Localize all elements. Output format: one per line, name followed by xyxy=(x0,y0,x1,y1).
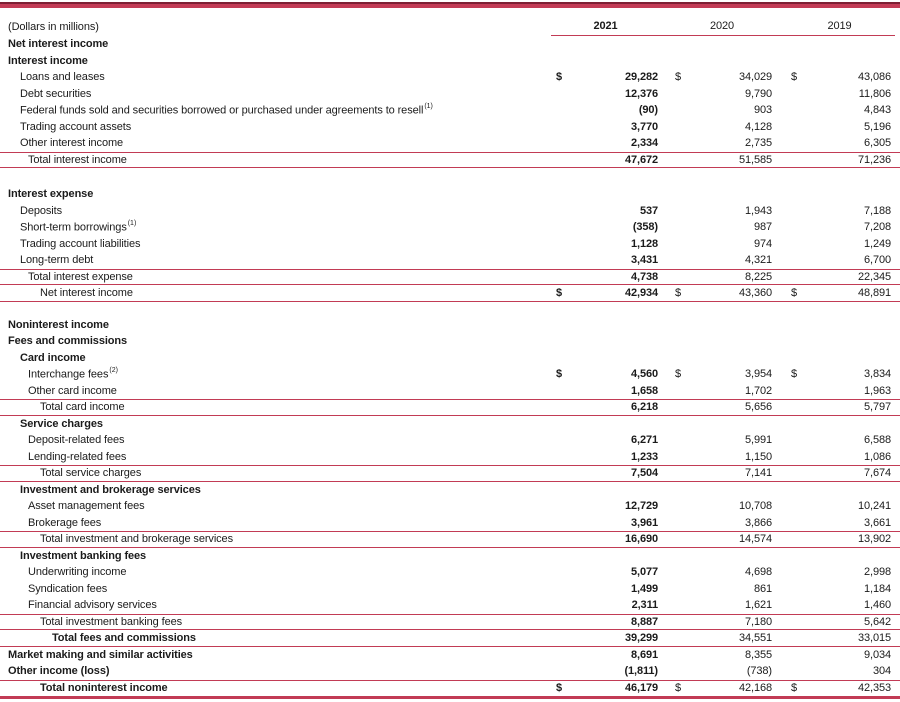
dollar-sign-2021: $ xyxy=(556,286,563,299)
row-label: Trading account assets xyxy=(20,120,132,133)
value-2019: 6,700 xyxy=(863,254,891,267)
value-2019: 7,208 xyxy=(863,221,891,234)
value-2019: 11,806 xyxy=(858,87,891,100)
value-2020: 4,321 xyxy=(744,254,772,267)
value-2021: 46,179 xyxy=(624,682,658,695)
value-2021: 537 xyxy=(639,204,658,217)
dollar-sign-2019: $ xyxy=(791,368,798,381)
row-label: Asset management fees xyxy=(28,500,145,513)
table-header xyxy=(0,8,900,36)
value-2021: 6,218 xyxy=(630,401,658,414)
row-label: Net interest income xyxy=(8,38,109,51)
table-row xyxy=(0,317,900,334)
table-row xyxy=(0,152,900,169)
value-2020: 3,866 xyxy=(744,516,772,529)
table-row xyxy=(0,482,900,499)
row-label: Interest income xyxy=(8,54,88,67)
value-2021: 2,334 xyxy=(630,137,658,150)
table-row xyxy=(0,383,900,400)
value-2021: (90) xyxy=(638,104,658,117)
value-2021: 1,658 xyxy=(630,384,658,397)
table-row xyxy=(0,203,900,220)
value-2019: 1,963 xyxy=(863,384,891,397)
value-2019: 304 xyxy=(872,665,891,678)
value-2019: 1,460 xyxy=(863,599,891,612)
value-2021: (1,811) xyxy=(624,665,658,678)
value-2019: 4,843 xyxy=(863,104,891,117)
income-statement-table xyxy=(0,2,900,699)
value-2020: 43,360 xyxy=(738,286,772,299)
table-row xyxy=(0,36,900,53)
value-2021: 4,738 xyxy=(630,270,658,283)
value-2020: 3,954 xyxy=(744,368,772,381)
table-row xyxy=(0,630,900,647)
row-label: Investment and brokerage services xyxy=(20,483,201,496)
value-2021: 3,770 xyxy=(630,120,658,133)
value-2021: 47,672 xyxy=(624,153,658,166)
table-row xyxy=(0,432,900,449)
value-2021: 4,560 xyxy=(630,368,658,381)
table-row xyxy=(0,564,900,581)
row-label: Other income (loss) xyxy=(8,665,110,678)
value-2020: 9,790 xyxy=(744,87,772,100)
row-label: Investment banking fees xyxy=(20,549,147,562)
value-2020: 34,029 xyxy=(738,71,772,84)
table-row xyxy=(0,614,900,631)
row-label: Total service charges xyxy=(40,467,142,480)
row-label: Net interest income xyxy=(40,286,133,299)
value-2021: (358) xyxy=(632,221,658,234)
row-label: Total interest income xyxy=(28,153,127,166)
value-2019: 7,188 xyxy=(863,204,891,217)
value-2020: 974 xyxy=(753,237,772,250)
dollar-sign-2021: $ xyxy=(556,71,563,84)
footnote-marker: (2) xyxy=(109,366,118,374)
table-row xyxy=(0,350,900,367)
table-row xyxy=(0,663,900,680)
value-2020: 4,128 xyxy=(744,120,772,133)
value-2020: 2,735 xyxy=(744,137,772,150)
value-2020: 14,574 xyxy=(738,533,772,546)
value-2020: 8,355 xyxy=(744,648,772,661)
row-label: Fees and commissions xyxy=(8,335,128,348)
dollar-sign-2020: $ xyxy=(675,71,682,84)
dollar-sign-2020: $ xyxy=(675,682,682,695)
value-2019: 13,902 xyxy=(857,533,891,546)
table-body xyxy=(0,36,900,696)
value-2020: 7,141 xyxy=(744,467,772,480)
dollar-sign-2021: $ xyxy=(556,682,563,695)
value-2020: 861 xyxy=(753,582,772,595)
row-label: Short-term borrowings$^{(1)}$ xyxy=(20,219,137,234)
row-label: Other card income xyxy=(28,384,117,397)
value-2020: (738) xyxy=(746,665,772,678)
value-2020: 1,702 xyxy=(744,384,772,397)
row-label: Total investment banking fees xyxy=(40,615,183,628)
row-label: Total investment and brokerage services xyxy=(40,533,233,546)
value-2020: 51,585 xyxy=(738,153,772,166)
value-2021: 7,504 xyxy=(630,467,658,480)
value-2020: 903 xyxy=(753,104,772,117)
row-label: Total fees and commissions xyxy=(52,631,196,644)
table-row xyxy=(0,548,900,565)
value-2021: 39,299 xyxy=(624,631,658,644)
row-label: Deposit-related fees xyxy=(28,434,125,447)
row-label: Trading account liabilities xyxy=(20,237,141,250)
value-2021: 3,961 xyxy=(630,516,658,529)
value-2021: 5,077 xyxy=(630,566,658,579)
table-row xyxy=(0,647,900,664)
row-label: Service charges xyxy=(20,417,103,430)
value-2019: 5,642 xyxy=(863,615,891,628)
value-2020: 4,698 xyxy=(744,566,772,579)
value-2021: 1,233 xyxy=(630,450,658,463)
dollar-sign-2020: $ xyxy=(675,368,682,381)
table-row xyxy=(0,69,900,86)
row-label: Loans and leases xyxy=(20,71,105,84)
table-row xyxy=(0,366,900,383)
table-row xyxy=(0,581,900,598)
row-label: Card income xyxy=(20,351,86,364)
row-label: Federal funds sold and securities borrowed or purchased under agreements to resell$^{(1)}$ xyxy=(20,102,433,117)
table-row xyxy=(0,86,900,103)
value-2019: 42,353 xyxy=(857,682,891,695)
section-spacer xyxy=(0,168,900,186)
value-2019: 48,891 xyxy=(857,286,891,299)
row-label: Interest expense xyxy=(8,188,94,201)
value-2021: 2,311 xyxy=(631,599,658,612)
table-row xyxy=(0,449,900,466)
table-row xyxy=(0,531,900,548)
value-2019: 6,305 xyxy=(863,137,891,150)
table-row xyxy=(0,498,900,515)
table-row xyxy=(0,102,900,119)
value-2020: 34,551 xyxy=(738,631,772,644)
table-row xyxy=(0,680,900,697)
table-row xyxy=(0,597,900,614)
column-header-2020: 2020 xyxy=(709,20,735,32)
value-2021: 16,690 xyxy=(624,533,658,546)
value-2019: 9,034 xyxy=(863,648,891,661)
table-row xyxy=(0,285,900,302)
dollar-sign-2021: $ xyxy=(556,368,563,381)
table-row xyxy=(0,416,900,433)
value-2019: 33,015 xyxy=(857,631,891,644)
table-row xyxy=(0,515,900,532)
value-2019: 3,661 xyxy=(863,516,891,529)
value-2021: 1,499 xyxy=(630,582,658,595)
row-label: Deposits xyxy=(20,204,62,217)
row-label: Lending-related fees xyxy=(28,450,127,463)
value-2020: 7,180 xyxy=(744,615,772,628)
row-label: Debt securities xyxy=(20,87,92,100)
table-row xyxy=(0,465,900,482)
table-row xyxy=(0,252,900,269)
row-label: Total interest expense xyxy=(28,270,133,283)
value-2019: 7,674 xyxy=(863,467,891,480)
row-label: Market making and similar activities xyxy=(8,648,193,661)
units-label: (Dollars in millions) xyxy=(8,21,99,33)
table-row xyxy=(0,135,900,152)
dollar-sign-2019: $ xyxy=(791,286,798,299)
table-row xyxy=(0,119,900,136)
value-2020: 5,656 xyxy=(744,401,772,414)
dollar-sign-2019: $ xyxy=(791,682,798,695)
value-2020: 42,168 xyxy=(738,682,772,695)
footnote-marker: (1) xyxy=(424,102,433,110)
value-2021: 29,282 xyxy=(624,71,658,84)
table-row xyxy=(0,53,900,70)
value-2019: 5,196 xyxy=(863,120,891,133)
row-label: Other interest income xyxy=(20,137,124,150)
value-2019: 1,086 xyxy=(863,450,891,463)
row-label: Brokerage fees xyxy=(28,516,102,529)
value-2021: 1,128 xyxy=(630,237,658,250)
table-bottom-rule xyxy=(0,696,900,699)
value-2021: 6,271 xyxy=(630,434,658,447)
value-2019: 1,184 xyxy=(863,582,891,595)
value-2019: 71,236 xyxy=(857,153,891,166)
value-2019: 1,249 xyxy=(863,237,891,250)
value-2019: 43,086 xyxy=(857,71,891,84)
table-row xyxy=(0,186,900,203)
value-2020: 1,943 xyxy=(744,204,772,217)
table-row xyxy=(0,269,900,286)
column-header-2021: 2021 xyxy=(593,20,618,32)
dollar-sign-2019: $ xyxy=(791,71,798,84)
footnote-marker: (1) xyxy=(127,219,137,227)
value-2020: 10,708 xyxy=(738,500,772,513)
value-2019: 5,797 xyxy=(863,401,891,414)
value-2020: 5,991 xyxy=(744,434,772,447)
value-2021: 42,934 xyxy=(624,286,658,299)
value-2020: 1,150 xyxy=(744,450,772,463)
table-row xyxy=(0,333,900,350)
row-label: Interchange fees$^{(2)}$ xyxy=(28,366,118,381)
row-label: Financial advisory services xyxy=(28,599,157,612)
value-2019: 2,998 xyxy=(863,566,891,579)
table-row xyxy=(0,219,900,236)
value-2021: 12,729 xyxy=(624,500,658,513)
row-label: Total noninterest income xyxy=(40,682,168,695)
table-row xyxy=(0,399,900,416)
value-2021: 12,376 xyxy=(624,87,658,100)
row-label: Noninterest income xyxy=(8,318,109,331)
row-label: Long-term debt xyxy=(20,254,94,267)
value-2021: 8,887 xyxy=(630,615,658,628)
section-spacer xyxy=(0,302,900,317)
column-header-2019: 2019 xyxy=(827,20,852,32)
value-2021: 8,691 xyxy=(630,648,658,661)
value-2020: 1,621 xyxy=(744,599,772,612)
row-label: Total card income xyxy=(40,401,125,414)
row-label: Underwriting income xyxy=(28,566,127,579)
value-2019: 10,241 xyxy=(857,500,891,513)
value-2021: 3,431 xyxy=(630,254,658,267)
value-2019: 3,834 xyxy=(863,368,891,381)
table-row xyxy=(0,236,900,253)
dollar-sign-2020: $ xyxy=(675,286,682,299)
row-label: Syndication fees xyxy=(28,582,108,595)
value-2020: 987 xyxy=(753,221,772,234)
value-2019: 6,588 xyxy=(863,434,891,447)
value-2020: 8,225 xyxy=(744,270,772,283)
value-2019: 22,345 xyxy=(857,270,891,283)
